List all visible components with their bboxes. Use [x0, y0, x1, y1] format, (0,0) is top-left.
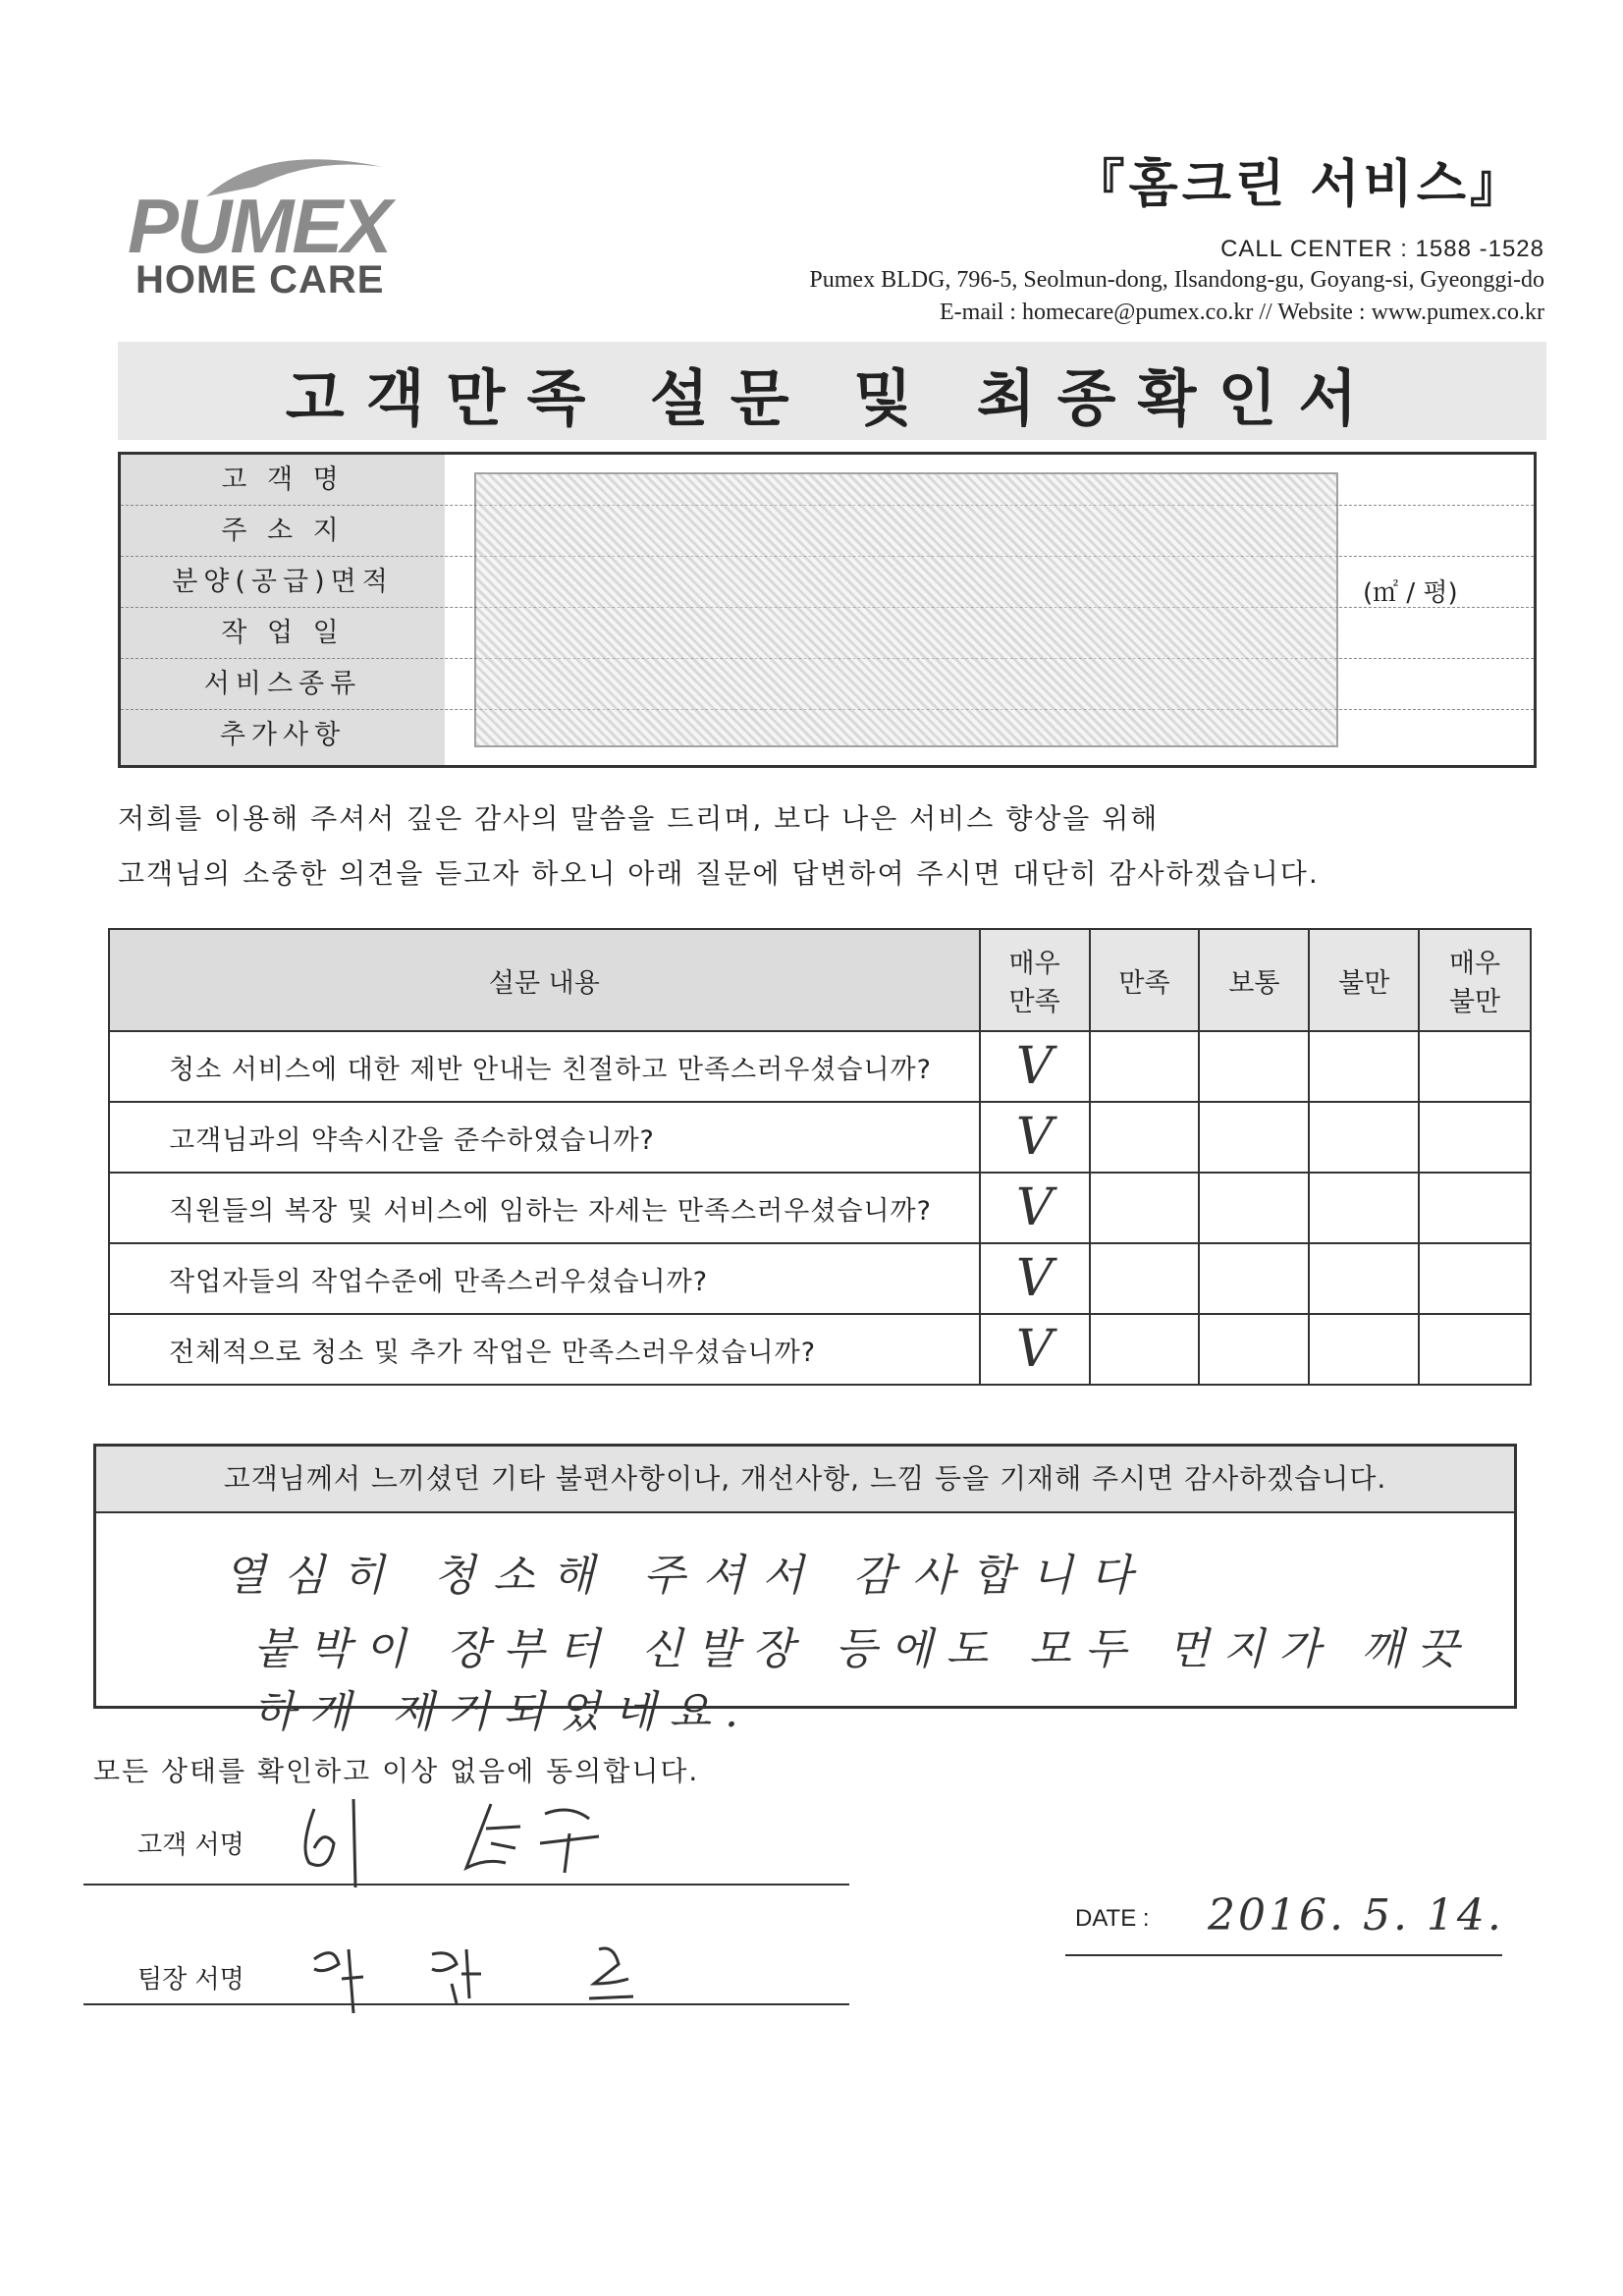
rating-header: 매우 불만: [1419, 929, 1531, 1031]
rating-cell: [1090, 1314, 1200, 1385]
survey-row: [109, 1314, 1531, 1385]
rating-cell: [1199, 1173, 1309, 1243]
call-center: CALL CENTER : 1588 -1528: [1220, 236, 1544, 262]
leader-signature-label: 팀장 서명: [137, 1965, 244, 1995]
leader-signature-line: [83, 2003, 849, 2005]
customer-signature-line: [83, 1884, 849, 1886]
survey-question: 전체적으로 청소 및 추가 작업은 만족스러우셨습니까?: [109, 1314, 980, 1385]
redacted-area: [474, 472, 1338, 747]
survey-row: [109, 1102, 1531, 1173]
survey-row: [109, 1031, 1531, 1102]
survey-row: [109, 1173, 1531, 1243]
handwritten-comment-line-2: 붙박이 장부터 신발장 등에도 모두 먼지가 깨끗하게 제거되었네요.: [253, 1624, 1473, 1737]
rating-cell: [1090, 1031, 1200, 1102]
rating-cell: [1309, 1173, 1419, 1243]
rating-cell: [1419, 1102, 1531, 1173]
survey-question: 고객님과의 약속시간을 준수하였습니까?: [109, 1102, 980, 1173]
survey-header-row: [109, 929, 1531, 1031]
comment-box: [93, 1444, 1517, 1737]
rating-cell: [1309, 1031, 1419, 1102]
customer-signature-label: 고객 서명: [137, 1831, 244, 1860]
brand-title: 『홈크린 서비스』: [1073, 155, 1525, 214]
rating-cell: [1419, 1314, 1531, 1385]
handwritten-comment-line-1: 열심히 청소해 주셔서 감사합니다: [224, 1551, 1151, 1601]
rating-cell: [1090, 1102, 1200, 1173]
rating-cell: [1419, 1031, 1531, 1102]
check-mark: V: [980, 1314, 1090, 1385]
comment-header: 고객님께서 느끼셨던 기타 불편사항이나, 개선사항, 느낌 등을 기재해 주시면 감사하겠습니다.: [96, 1447, 1514, 1513]
rating-cell: [1419, 1243, 1531, 1314]
rating-header: 보통: [1199, 929, 1309, 1031]
intro-line-1: 저희를 이용해 주셔서 깊은 감사의 말씀을 드리며, 보다 나은 서비스 향상을 위해: [118, 802, 1160, 835]
check-mark: V: [980, 1243, 1090, 1314]
rating-cell: [1199, 1314, 1309, 1385]
rating-cell: [1309, 1243, 1419, 1314]
customer-info-table: [118, 452, 1537, 768]
info-label: 작 업 일: [221, 618, 345, 648]
survey-table: [108, 928, 1532, 1386]
info-label: 분양(공급)면적: [172, 567, 394, 597]
agreement-text: 모든 상태를 확인하고 이상 없음에 동의합니다.: [93, 1755, 700, 1787]
check-mark: V: [980, 1173, 1090, 1243]
survey-question: 청소 서비스에 대한 제반 안내는 친절하고 만족스러우셨습니까?: [109, 1031, 980, 1102]
title-band: [118, 342, 1546, 440]
customer-signature: [295, 1789, 648, 1897]
check-mark: V: [980, 1031, 1090, 1102]
leader-signature: [295, 1930, 648, 2038]
rating-cell: [1309, 1314, 1419, 1385]
date-line: [1065, 1954, 1502, 1956]
pumex-logo: [128, 142, 452, 309]
survey-question-header: 설문 내용: [109, 929, 980, 1031]
intro-line-2: 고객님의 소중한 의견을 듣고자 하오니 아래 질문에 답변하여 주시면 대단히 감사하겠습니다.: [118, 857, 1320, 890]
logo-subtitle: HOME CARE: [135, 258, 385, 301]
rating-cell: [1199, 1102, 1309, 1173]
rating-header: 만족: [1090, 929, 1200, 1031]
info-label: 추가사항: [219, 720, 347, 750]
info-label: 주 소 지: [221, 516, 345, 546]
company-address: Pumex BLDG, 796-5, Seolmun-dong, Ilsandong-gu, Goyang-si, Gyeonggi-do: [809, 267, 1544, 293]
rating-header: 매우 만족: [980, 929, 1090, 1031]
rating-cell: [1090, 1243, 1200, 1314]
rating-cell: [1419, 1173, 1531, 1243]
check-mark: V: [980, 1102, 1090, 1173]
survey-question: 직원들의 복장 및 서비스에 임하는 자세는 만족스러우셨습니까?: [109, 1173, 980, 1243]
survey-question: 작업자들의 작업수준에 만족스러우셨습니까?: [109, 1243, 980, 1314]
logo-wordmark: PUMEX: [128, 183, 391, 269]
email-website: E-mail : homecare@pumex.co.kr // Website : www.pumex.co.kr: [940, 300, 1544, 325]
info-label: 고 객 명: [221, 465, 345, 495]
rating-header: 불만: [1309, 929, 1419, 1031]
survey-row: [109, 1243, 1531, 1314]
date-label: DATE :: [1075, 1905, 1150, 1932]
rating-cell: [1309, 1102, 1419, 1173]
date-value: 2016. 5. 14.: [1208, 1890, 1504, 1941]
info-label: 서비스종류: [203, 669, 362, 699]
rating-cell: [1090, 1173, 1200, 1243]
rating-cell: [1199, 1243, 1309, 1314]
page-title: 고객만족 설문 및 최종확인서: [285, 362, 1380, 434]
rating-cell: [1199, 1031, 1309, 1102]
area-unit: (㎡ / 평): [1363, 578, 1458, 608]
